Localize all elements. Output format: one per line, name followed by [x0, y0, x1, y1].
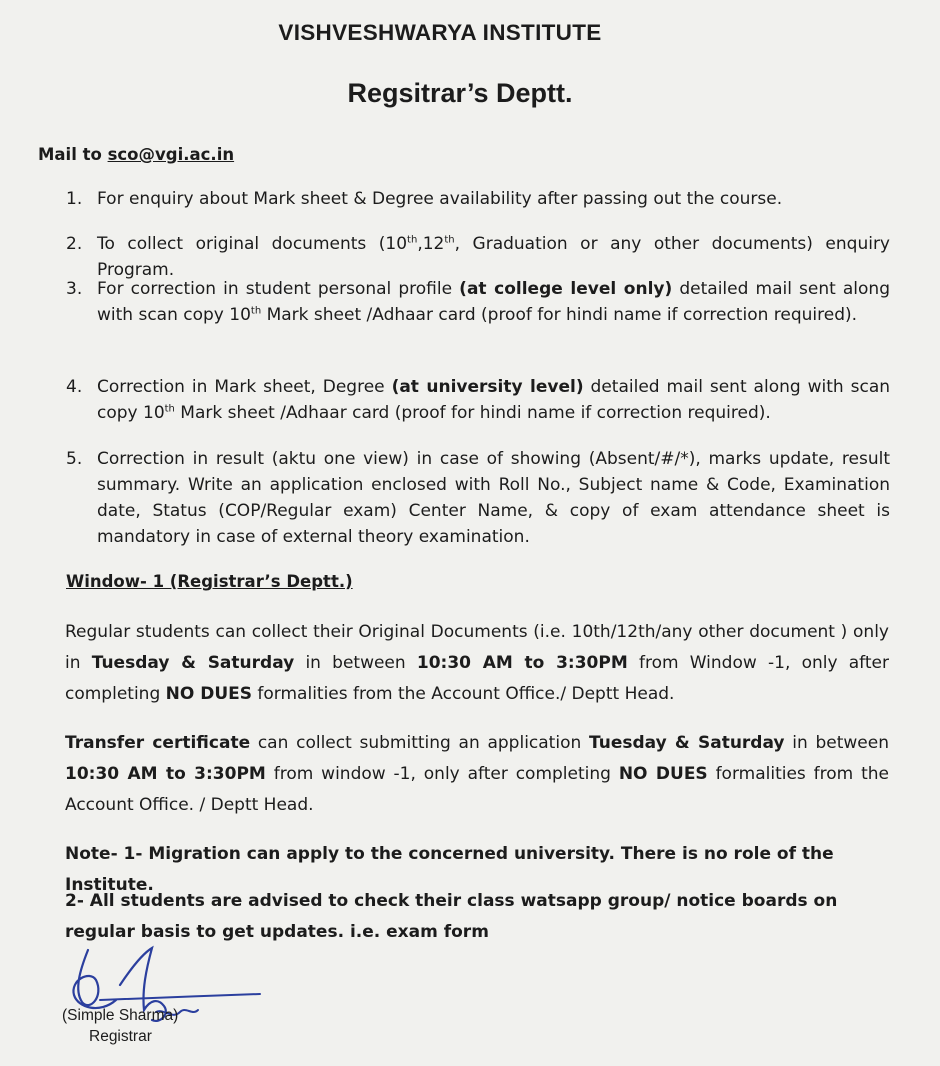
window-paragraph-2: Transfer certificate can collect submitting an application Tuesday & Saturday in between 10:30 AM to 3:30PM from window -1, only after completing NO DUES formalities from the Account Office. / Deptt Head. — [65, 733, 889, 815]
item-number: 3. — [66, 279, 83, 299]
list-item — [66, 446, 890, 550]
item-number: 5. — [66, 449, 83, 469]
window-heading: Window- 1 (Registrar’s Deptt.) — [66, 572, 353, 591]
mail-address-link[interactable]: sco@vgi.ac.in — [107, 145, 235, 164]
list-item — [66, 374, 890, 426]
signatory-role: Registrar — [89, 1028, 152, 1045]
signatory-name: (Simple Sharma) — [62, 1007, 179, 1024]
item-number: 2. — [66, 234, 83, 254]
mail-line — [38, 145, 234, 164]
item-text: For correction in student personal profile (at college level only) detailed mail sent along with scan copy 10th Mark sheet /Adhaar card (proof for hindi name if correction required). — [97, 279, 890, 325]
window-paragraph-1: Regular students can collect their Original Documents (i.e. 10th/12th/any other document ) only in Tuesday & Saturday in between 10:30 AM to 3:30PM from Window -1, only after completing NO DUES formalities from the Account Office./ Deptt Head. — [65, 622, 889, 704]
item-text: To collect original documents (10th,12th, Graduation or any other documents) enquiry Program. — [97, 234, 890, 280]
item-number: 4. — [66, 377, 83, 397]
mail-label: Mail to — [38, 145, 108, 164]
institute-name: VISHVESHWARYA INSTITUTE — [278, 20, 602, 45]
item-text: Correction in result (aktu one view) in case of showing (Absent/#/*), marks update, result summary. Write an application enclosed with Roll No., Subject name & Code, Examination date, Status (COP/Regular exam) Center Name, & copy of exam attendance sheet is mandatory in case of external theory examination. — [97, 449, 890, 547]
note-1: Note- 1- Migration can apply to the concerned university. There is no role of the Institute. — [65, 844, 834, 895]
list-item — [66, 276, 890, 328]
note-2: 2- All students are advised to check their class watsapp group/ notice boards on regular basis to get updates. i.e. exam form — [65, 891, 838, 942]
item-text: Correction in Mark sheet, Degree (at university level) detailed mail sent along with scan copy 10th Mark sheet /Adhaar card (proof for hindi name if correction required). — [97, 377, 891, 423]
department-title: Regsitrar’s Deptt. — [347, 78, 573, 108]
list-item — [66, 186, 890, 212]
item-text: For enquiry about Mark sheet & Degree availability after passing out the course. — [97, 189, 783, 209]
item-number: 1. — [66, 189, 83, 209]
